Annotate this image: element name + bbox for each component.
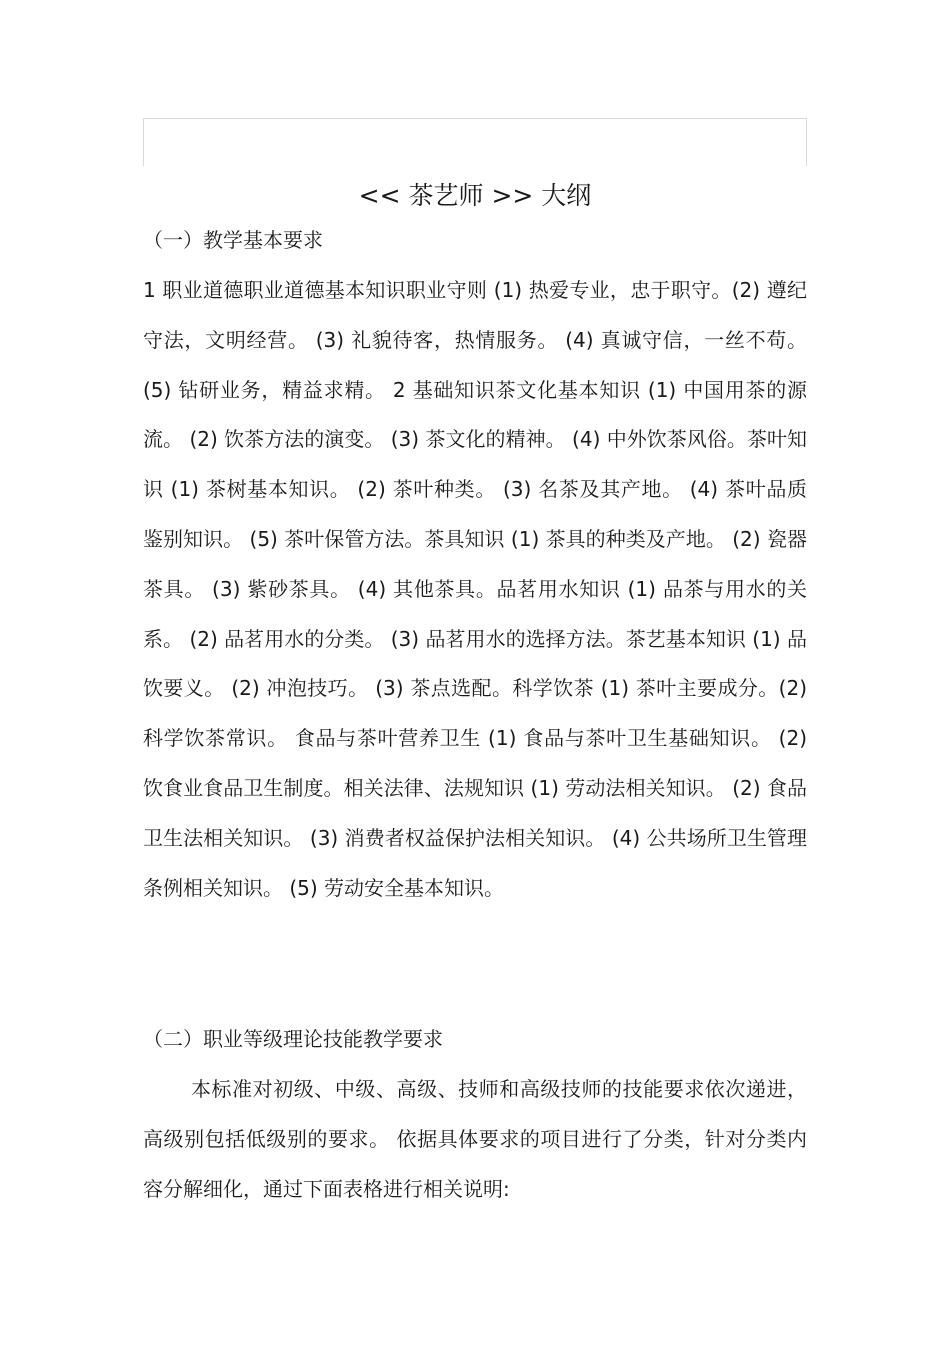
- document-title: << 茶艺师 >> 大纲: [358, 181, 592, 210]
- header-frame: [143, 118, 807, 166]
- section-heading-teaching-requirements: （一）教学基本要求: [143, 228, 323, 252]
- section-heading-skill-requirements: （二）职业等级理论技能教学要求: [143, 1027, 443, 1051]
- section-body-skill-requirements: 本标准对初级、中级、高级、技师和高级技师的技能要求依次递进， 高级别包括低级别的要求。 依据具体要求的项目进行了分类，针对分类内容分解细化，通过下面表格进行相关说明:: [143, 1077, 807, 1201]
- section-body-teaching-requirements: 1 职业道德职业道德基本知识职业守则 (1) 热爱专业，忠于职守。(2) 遵纪守法，文明经营。 (3) 礼貌待客，热情服务。 (4) 真诚守信，一丝不苟。 (5) 钻研业务，精益求精。 2 基础知识茶文化基本知识 (1) 中国用茶的源流。 (2) 饮茶方法的演变。 (3) 茶文化的精神。 (4) 中外饮茶风俗。茶叶知识 (1) 茶树基本知识。 (2) 茶叶种类。 (3) 名茶及其产地。 (4) 茶叶品质鉴别知识。 (5) 茶叶保管方法。茶具知识 (1) 茶具的种类及产地。 (2) 瓷器茶具。 (3) 紫砂茶具。 (4) 其他茶具。品茗用水知识 (1) 品茶与用水的关系。 (2) 品茗用水的分类。 (3) 品茗用水的选择方法。茶艺基本知识 (1) 品饮要义。 (2) 冲泡技巧。 (3) 茶点选配。科学饮茶 (1) 茶叶主要成分。(2) 科学饮茶常识。 食品与茶叶营养卫生 (1) 食品与茶叶卫生基础知识。 (2) 饮食业食品卫生制度。相关法律、法规知识 (1) 劳动法相关知识。 (2) 食品卫生法相关知识。 (3) 消费者权益保护法相关知识。 (4) 公共场所卫生管理条例相关知识。 (5) 劳动安全基本知识。: [143, 278, 807, 900]
